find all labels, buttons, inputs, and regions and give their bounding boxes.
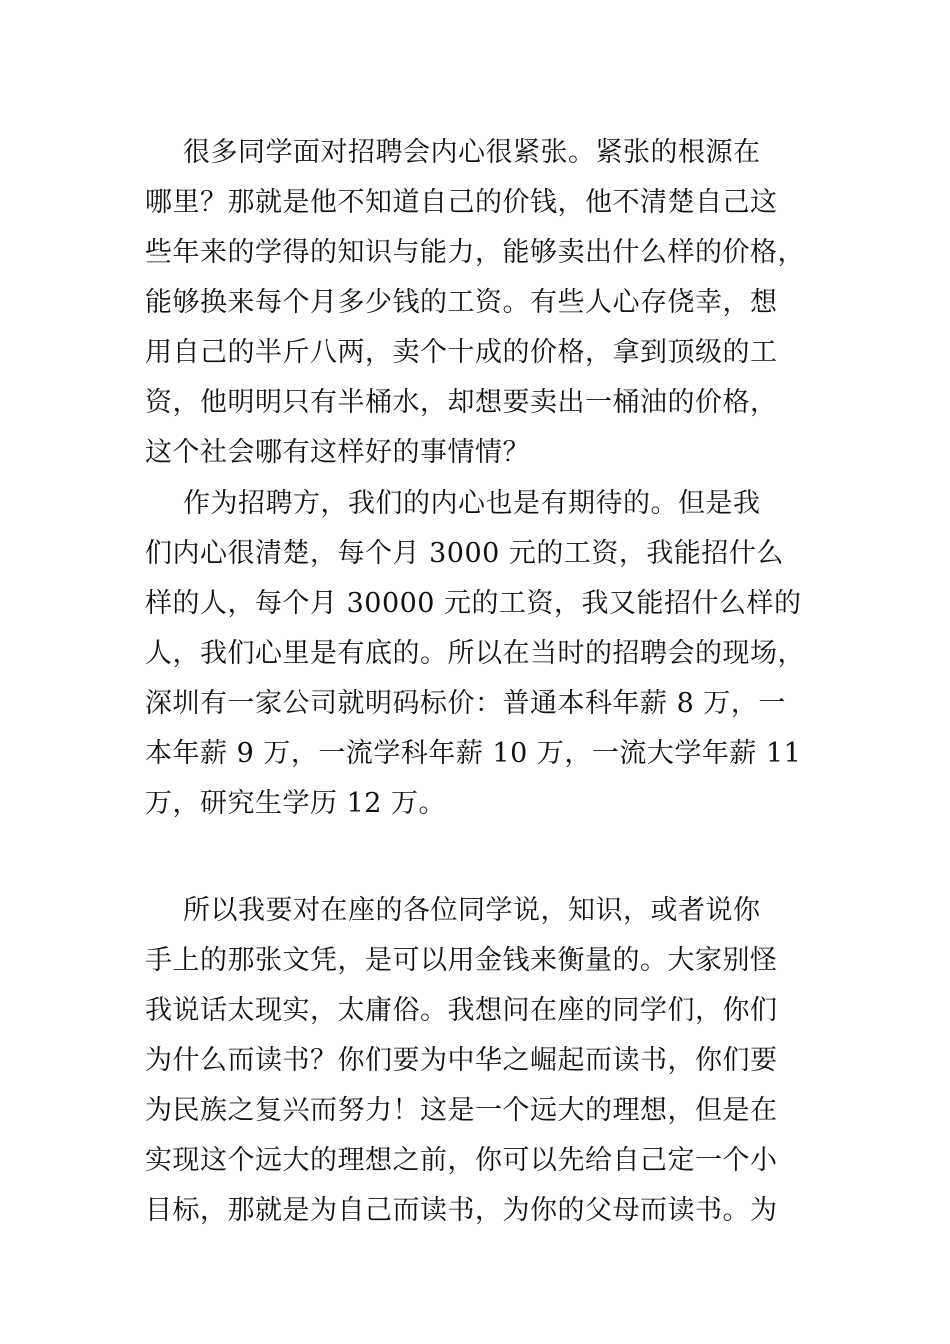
paragraph-line: 深圳有一家公司就明码标价：普通本科年薪 8 万，一 (145, 688, 786, 719)
paragraph-line: 人，我们心里是有底的。所以在当时的招聘会的现场， (145, 638, 805, 669)
paragraph-line: 目标，那就是为自己而读书，为你的父母而读书。为 (145, 1195, 778, 1226)
paragraph-line: 万，研究生学历 12 万。 (145, 788, 447, 819)
paragraph-line: 能够换来每个月多少钱的工资。有些人心存侥幸，想 (145, 287, 778, 318)
paragraph-line: 很多同学面对招聘会内心很紧张。紧张的根源在 (183, 137, 761, 168)
paragraph-line: 作为招聘方，我们的内心也是有期待的。但是我 (183, 488, 761, 519)
paragraph-line: 手上的那张文凭，是可以用金钱来衡量的。大家别怪 (145, 945, 778, 976)
paragraph-line: 哪里？那就是他不知道自己的价钱，他不清楚自己这 (145, 187, 778, 218)
paragraph-line (145, 829, 825, 879)
paragraph-line: 为什么而读书？你们要为中华之崛起而读书，你们要 (145, 1045, 778, 1076)
paragraph-line: 样的人，每个月 30000 元的工资，我又能招什么样的 (145, 588, 802, 619)
paragraph-3 (145, 886, 825, 1236)
body-text (145, 128, 825, 1236)
paragraph-2 (145, 479, 825, 879)
paragraph-line: 用自己的半斤八两，卖个十成的价格，拿到顶级的工 (145, 337, 778, 368)
paragraph-1 (145, 128, 825, 478)
paragraph-line: 实现这个远大的理想之前，你可以先给自己定一个小 (145, 1145, 778, 1176)
paragraph-line: 资，他明明只有半桶水，却想要卖出一桶油的价格， (145, 387, 778, 418)
paragraph-line: 为民族之复兴而努力！这是一个远大的理想，但是在 (145, 1095, 778, 1126)
paragraph-line: 这个社会哪有这样好的事情情？ (145, 437, 530, 468)
paragraph-line: 我说话太现实，太庸俗。我想问在座的同学们，你们 (145, 995, 778, 1026)
paragraph-line: 们内心很清楚，每个月 3000 元的工资，我能招什么 (145, 538, 784, 569)
paragraph-line: 所以我要对在座的各位同学说，知识，或者说你 (183, 895, 761, 926)
paragraph-line: 本年薪 9 万，一流学科年薪 10 万，一流大学年薪 11 (145, 738, 802, 769)
paragraph-line: 些年来的学得的知识与能力，能够卖出什么样的价格， (145, 237, 805, 268)
